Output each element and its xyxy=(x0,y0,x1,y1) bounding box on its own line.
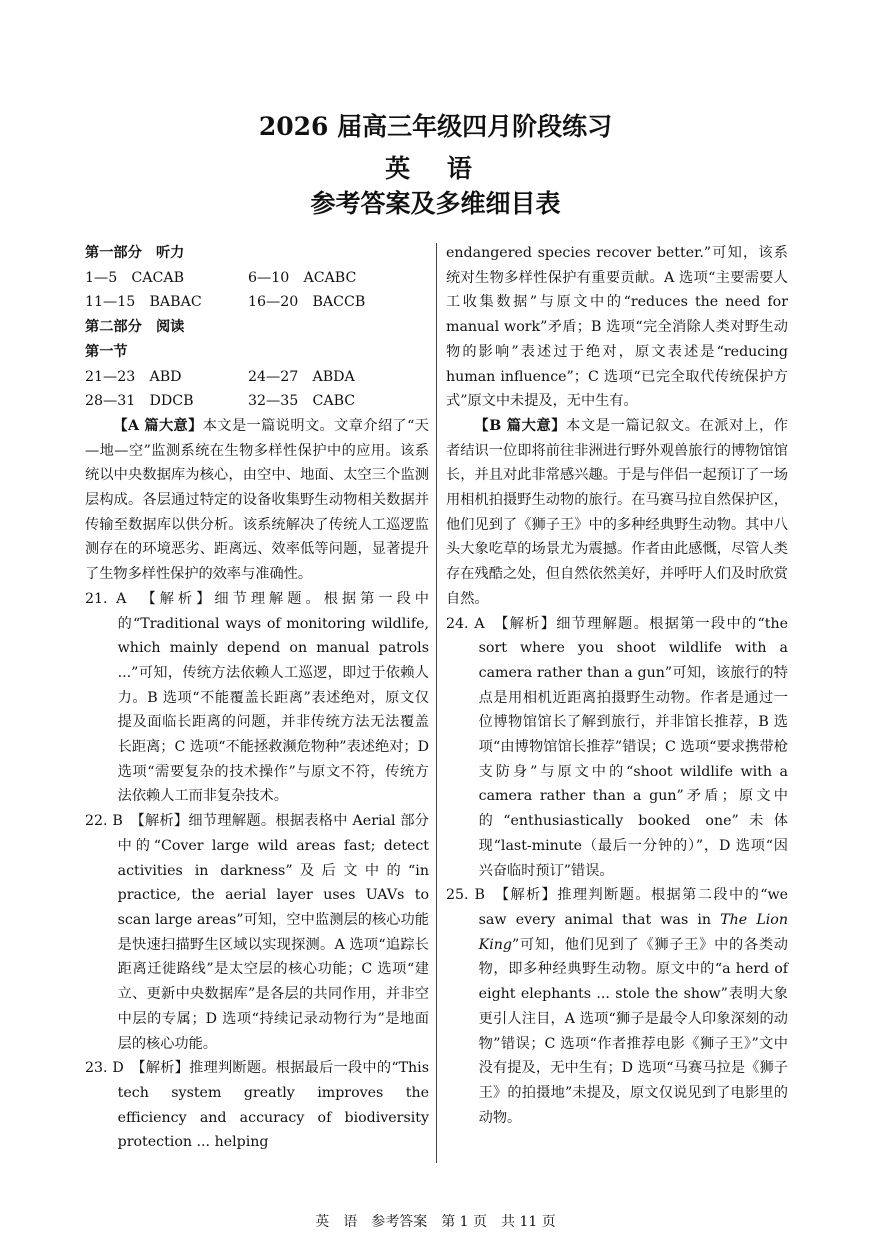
question-head: 25. B 【解析】 xyxy=(446,887,558,904)
answer-range: 6—10 ACABC xyxy=(248,269,357,286)
question-24-explanation xyxy=(446,612,788,884)
section1-heading: 第一节 xyxy=(85,343,128,360)
answer-row xyxy=(85,290,429,315)
question-body: 细节理解题。根据第一段中的“Traditional ways of monitoring wildlife, which mainly depend on manual patrols ...”可知，传统方法依赖人工巡逻，即过于依赖人力。B 选项“不能覆盖长距离”表述绝对，原文仅提及面临长距离的问题，并非传统方法无法覆盖长距离；C 选项“不能拯救濒危物种”表述绝对；D 选项“需要复杂的技术操作”与原文不符，传统方法依赖人工而非复杂技术。 xyxy=(117,590,429,805)
summary-label: 【A 篇大意】 xyxy=(113,417,203,434)
answer-range: 21—23 ABD xyxy=(85,368,182,385)
summary-label: 【B 篇大意】 xyxy=(474,417,567,434)
question-head: 23. D 【解析】 xyxy=(85,1060,190,1077)
question-22-explanation xyxy=(85,809,429,1056)
summary-text: 本文是一篇记叙文。在派对上，作者结识一位即将前往非洲进行野外观兽旅行的博物馆馆长，并且对此非常感兴趣。于是与伴侣一起预订了一场用相机拍摄野生动物的旅行。在马赛马拉自然保护区，他们见到了《狮子王》中的多种经典野生动物。其中八头大象吃草的场景尤为震撼。作者由此感慨，尽管人类存在残酷之处，但自然依然美好，并呼吁人们及时欣赏自然。 xyxy=(446,417,788,607)
answer-row xyxy=(85,389,429,414)
question-23-continuation: endangered species recover better.”可知，该系统对生物多样性保护有重要贡献。A 选项“主要需要人工收集数据”与原文中的“reduces the need for manual work”矛盾；B 选项“完全消除人类对野生动物的影响”表述过于绝对，原文表述是“reducing human influence”；C 选项“已完全取代传统保护方式”原文中未提及，无中生有。 xyxy=(446,245,788,410)
passage-b-summary xyxy=(446,414,788,612)
question-23-explanation xyxy=(85,1056,429,1155)
column-divider xyxy=(436,243,437,1163)
answer-range: 24—27 ABDA xyxy=(248,368,355,385)
answer-range: 16—20 BACCB xyxy=(248,294,366,311)
left-column xyxy=(85,241,429,1155)
question-21-explanation xyxy=(85,587,429,809)
question-body: 细节理解题。根据表格中 Aerial 部分中的“Cover large wild areas fast; detect activities in darkness”及后文中的“in practice, the aerial layer uses UAVs to scan large areas”可知，空中监测层的核心功能是快速扫描野生区域以实现探测。A 选项“追踪长距离迁徙路线”是太空层的核心功能；C 选项“建立、更新中央数据库”是各层的共同作用，并非空中层的专属；D 选项“持续记录动物行为”是地面层的核心功能。 xyxy=(117,813,429,1052)
question-head: 21. A 【解析】 xyxy=(85,590,215,607)
question-head: 22. B 【解析】 xyxy=(85,813,189,830)
answer-row xyxy=(85,365,429,390)
summary-text: 本文是一篇说明文。文章介绍了“天—地—空”监测系统在生物多样性保护中的应用。该系统以中央数据库为核心，由空中、地面、太空三个监测层构成。各层通过特定的设备收集野生动物相关数据并传输至数据库以供分析。该系统解决了传统人工巡逻监测存在的环境恶劣、距离远、效率低等问题，显著提升了生物多样性保护的效率与准确性。 xyxy=(85,417,429,583)
question-body: 细节理解题。根据第一段中的“the sort where you shoot wildlife with a camera rather than a gun”可知，该旅行的特点是用相机近距离拍摄野生动物。作者是通过一位博物馆馆长了解到旅行，并非馆长推荐，B 选项“由博物馆馆长推荐”错误；C 选项“要求携带枪支防身”与原文中的“shoot wildlife with a camera rather than a gun”矛盾；原文中的“enthusiastically booked one”未体现“last-minute（最后一分钟的）”，D 选项“因兴奋临时预订”错误。 xyxy=(478,615,788,879)
part2-heading: 第二部分 阅读 xyxy=(85,319,185,336)
question-head: 24. A 【解析】 xyxy=(446,615,557,632)
page-footer: 英 语 参考答案 第 1 页 共 11 页 xyxy=(315,1214,556,1230)
answer-range: 28—31 DDCB xyxy=(85,393,194,410)
answer-range: 32—35 CABC xyxy=(248,393,356,410)
part1-heading: 第一部分 听力 xyxy=(85,245,185,261)
answer-range: 1—5 CACAB xyxy=(85,269,185,286)
right-column xyxy=(446,241,788,1130)
document-title: 参考答案及多维细目表 xyxy=(310,189,561,218)
answer-row xyxy=(85,266,429,291)
question-25-explanation xyxy=(446,883,788,1130)
answer-range: 11—15 BABAC xyxy=(85,294,202,311)
question-body: 推理判断题。根据第二段中的“we saw every animal that was in xyxy=(478,887,789,928)
passage-a-summary xyxy=(85,414,429,587)
question-body: 推理判断题。根据最后一段中的“This tech system greatly improves the efficiency and accuracy of biodiversity protection ... helping xyxy=(117,1060,429,1151)
question-body: ”可知，他们见到了《狮子王》中的各类动物，即多种经典野生动物。原文中的“a herd of eight elephants ... stole the show”表明大象更引人注目，A 选项“狮子是最令人印象深刻的动物”错误；C 选项“作者推荐电影《狮子王》”文中没有提及，无中生有；D 选项“马赛马拉是《狮子王》的拍摄地”未提及，原文仅说见到了电影里的动物。 xyxy=(478,936,788,1126)
exam-title: 2026 届高三年级四月阶段练习 xyxy=(258,112,613,141)
movie-title: The Lion King xyxy=(478,911,788,953)
subject-title: 英 语 xyxy=(385,154,486,183)
